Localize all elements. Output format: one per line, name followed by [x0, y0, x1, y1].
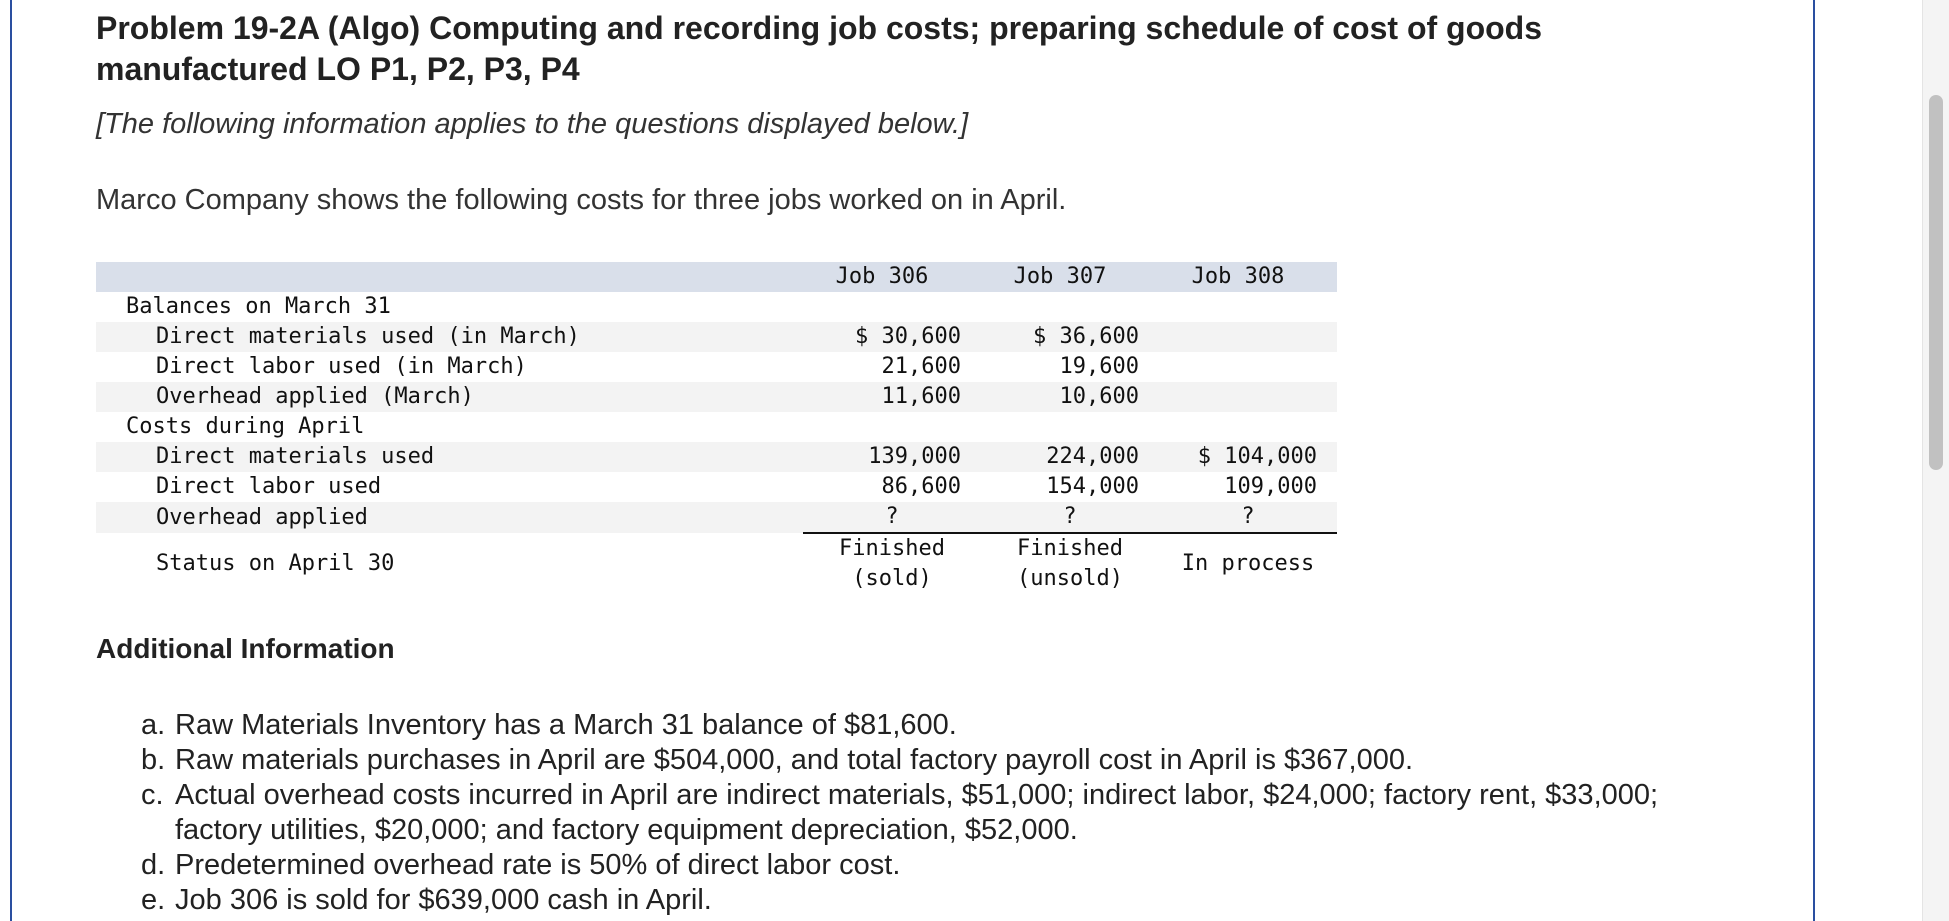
left-border: [10, 0, 12, 921]
section-row: [96, 412, 1337, 442]
additional-info-heading: Additional Information: [96, 633, 395, 664]
status-job-308: [1159, 533, 1337, 594]
item-marker: d.: [141, 849, 166, 881]
cell-job-306: ?: [803, 502, 981, 533]
cell-job-307: 10,600: [1059, 384, 1139, 409]
section-label: Balances on March 31: [126, 294, 391, 319]
cell-job-307: 154,000: [1046, 474, 1139, 499]
status-line: (unsold): [1017, 566, 1123, 591]
lead-text: Marco Company shows the following costs for three jobs worked on in April.: [96, 184, 1067, 216]
item-marker: a.: [141, 709, 166, 741]
item-text: Job 306 is sold for $639,000 cash in April.: [175, 884, 712, 916]
item-text: Raw Materials Inventory has a March 31 balance of $81,600.: [175, 709, 957, 741]
status-job-307: [981, 533, 1159, 594]
cell-job-307: 224,000: [1046, 444, 1139, 469]
cell-job-308: 109,000: [1224, 474, 1317, 499]
list-item: [141, 883, 1741, 918]
status-label: Status on April 30: [96, 533, 803, 594]
item-text: Raw materials purchases in April are $504,000, and total factory payroll cost in April is $367,000.: [175, 744, 1414, 776]
scrollbar[interactable]: [1922, 0, 1949, 921]
row-label: Direct materials used (in March): [156, 324, 580, 349]
cell-job-308: [1159, 382, 1337, 412]
status-line: Finished: [1017, 536, 1123, 561]
cell-job-307: $ 36,600: [1033, 324, 1139, 349]
item-marker: c.: [141, 779, 164, 811]
header-blank: [96, 262, 803, 292]
row-label: Direct labor used (in March): [156, 354, 527, 379]
table-row: [96, 502, 1337, 533]
list-item: [141, 743, 1741, 778]
item-text: Actual overhead costs incurred in April are indirect materials, $51,000; indirect labor, $24,000; factory rent, $33,000; factory utilities, $20,000; and factory equipment depreciation, $52,000.: [175, 779, 1659, 846]
section-label: Costs during April: [126, 414, 365, 439]
table-row: [96, 322, 1337, 352]
cell-job-306: 86,600: [881, 474, 961, 499]
cell-job-307: ?: [981, 502, 1159, 533]
status-line: In process: [1181, 551, 1315, 576]
cell-job-306: 21,600: [881, 354, 961, 379]
row-label: Overhead applied: [156, 504, 368, 530]
item-marker: b.: [141, 744, 166, 776]
right-border: [1813, 0, 1815, 921]
cell-job-306: 11,600: [881, 384, 961, 409]
intro-note: [The following information applies to the questions displayed below.]: [96, 108, 969, 140]
status-line: (sold): [852, 566, 932, 591]
row-label: Direct labor used: [156, 474, 382, 499]
section-row: [96, 292, 1337, 322]
cell-job-308: [1159, 352, 1337, 382]
header-job-306: Job 306: [835, 264, 929, 289]
list-item: [141, 708, 1741, 743]
table-row: [96, 382, 1337, 412]
cell-job-308: ?: [1159, 502, 1337, 533]
header-job-308: Job 308: [1191, 264, 1285, 289]
table-header-row: [96, 262, 1337, 292]
list-item: [141, 778, 1741, 848]
cell-job-307: 19,600: [1059, 354, 1139, 379]
problem-title: Problem 19-2A (Algo) Computing and recording job costs; preparing schedule of cost of goods manufactured LO P1, P2, P3, P4: [96, 10, 1543, 87]
row-label: Direct materials used: [156, 444, 435, 469]
row-label: Overhead applied (March): [156, 384, 474, 409]
header-job-307: Job 307: [1013, 264, 1107, 289]
job-cost-table: [96, 262, 1337, 594]
cell-job-308: [1159, 322, 1337, 352]
table-row: [96, 352, 1337, 382]
status-row: [96, 533, 1337, 594]
item-marker: e.: [141, 884, 166, 916]
table-row: [96, 442, 1337, 472]
list-item: [141, 848, 1741, 883]
additional-info-list: [141, 708, 1741, 918]
table-row: [96, 472, 1337, 502]
status-line: Finished: [839, 536, 945, 561]
scrollbar-thumb[interactable]: [1929, 95, 1943, 470]
status-job-306: [803, 533, 981, 594]
cell-job-308: $ 104,000: [1197, 444, 1317, 469]
item-text: Predetermined overhead rate is 50% of direct labor cost.: [175, 849, 901, 881]
cell-job-306: $ 30,600: [855, 324, 961, 349]
cell-job-306: 139,000: [868, 444, 961, 469]
